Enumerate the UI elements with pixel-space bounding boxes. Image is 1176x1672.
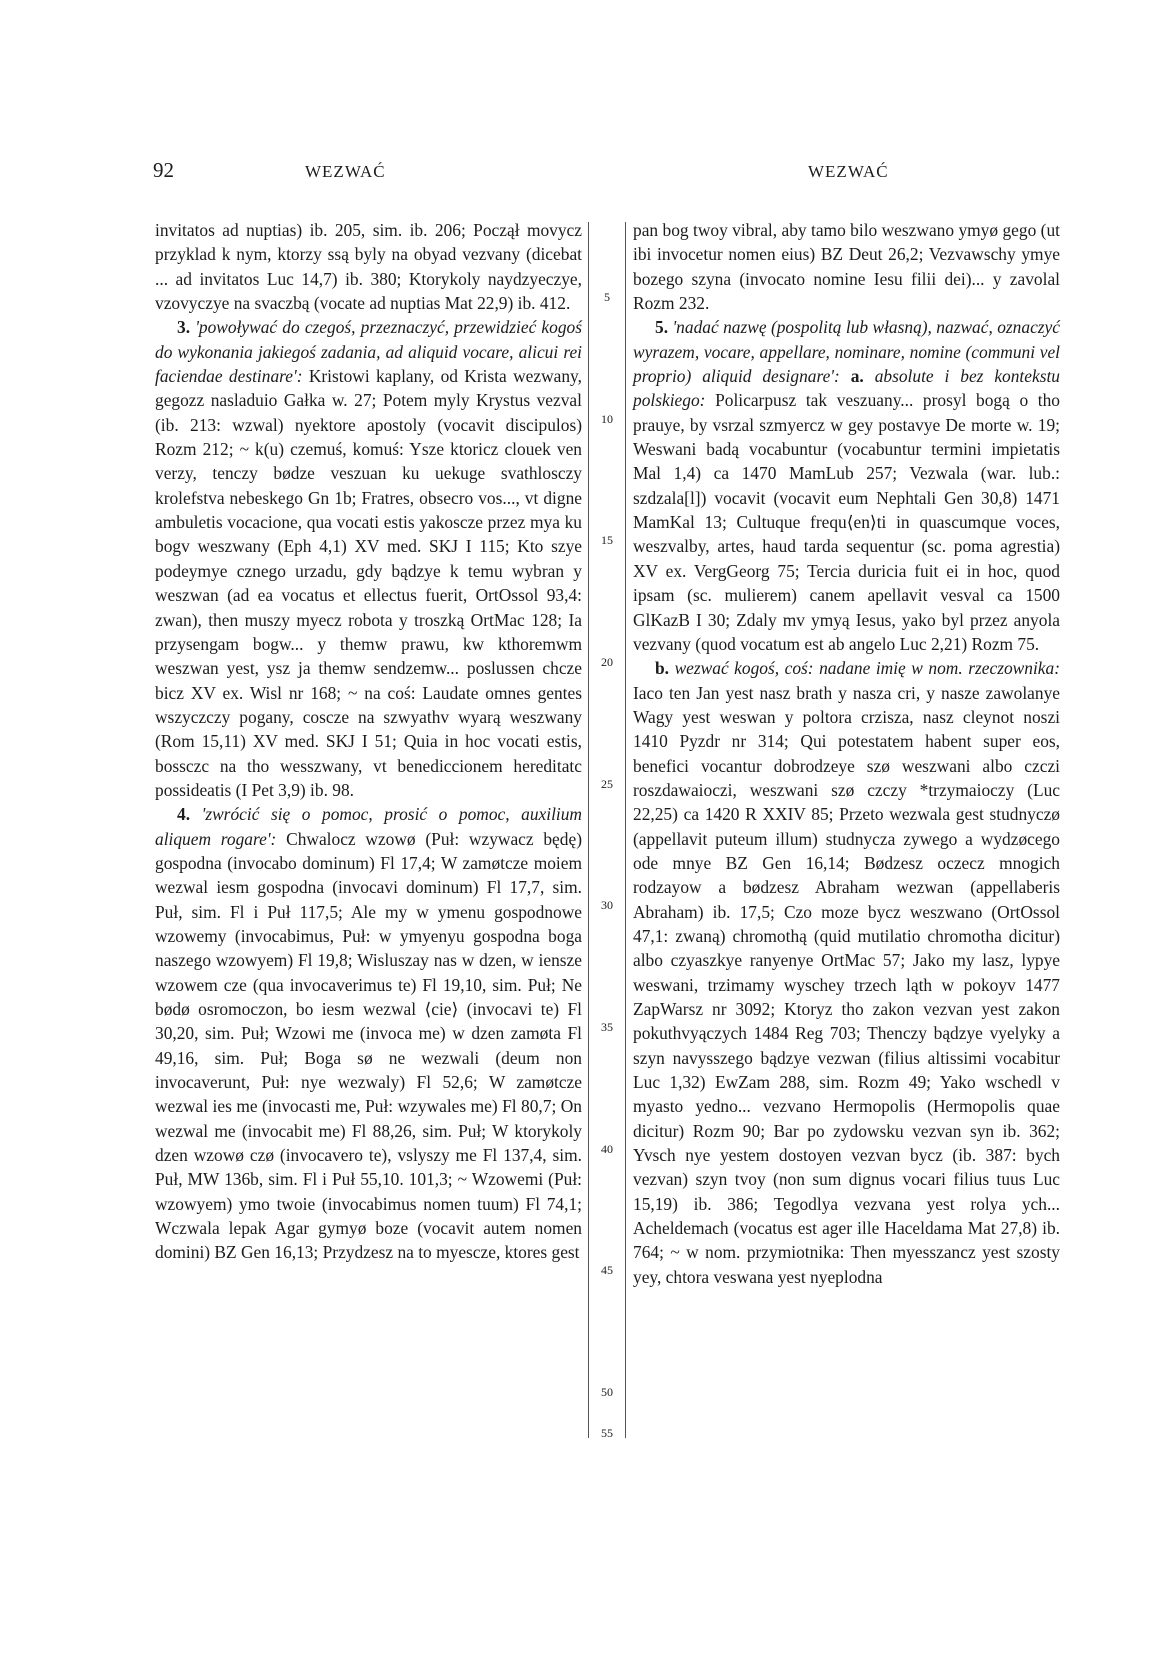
right-paragraph-2 (633, 315, 1060, 656)
line-number: 50 (601, 1385, 613, 1399)
line-number: 45 (601, 1263, 613, 1277)
left-paragraph-1: invitatos ad nuptias) ib. 205, sim. ib. 206; Począł movycz przyklad k nym, ktorzy ssą byly na obyad vezvany (dicebat ... ad invitatos Luc 14,7) ib. 380; Ktorykoly naydzyeczye, vzovyczye na svaczbą (vocate ad nuptias Mat 22,9) ib. 412. (155, 220, 582, 314)
left-paragraph-3 (155, 802, 582, 1265)
subsense-a-label: a. (850, 366, 864, 387)
line-number: 40 (601, 1142, 613, 1156)
subsense-a-definition: absolute i bez kontekstu polskiego: (633, 366, 1060, 411)
page-number: 92 (153, 158, 174, 182)
sense-definition-5: 'nadać nazwę (pospolitą lub własną), nazwać, oznaczyć wyrazem, vocare, appellare, nominare, nomine (communi vel proprio) aliquid designare': (633, 317, 1060, 387)
subsense-a-citations: Policarpusz tak veszuany... prosyl bogą o tho prauye, by vsrzal szmyercz w gey postavye De morte w. 19; Weswani badą vocabuntur (vocabuntur termini impietatis Mal 1,4) ca 1470 MamLub 257; Vezwala (war. lub.: szdzala[l]) vocavit (vocavit eum Nephtali Gen 30,8) 1471 MamKal 13; Cultuque frequ⟨en⟩ti in quascumque voces, weszvalby, artes, haud tarda sequentur (sc. poma agrestia) XV ex. VergGeorg 75; Tercia duricia fuit ei in hoc, quod ipsam (sc. mulierem) canem apellavit vesval ca 1500 GlKazB I 30; Zdaly mv ymyą Iesus, yako byl przez anyola vezvany (quod vocatum est ab angelo Luc 2,21) Rozm 75. (633, 390, 1060, 654)
line-number: 10 (601, 412, 613, 426)
right-paragraph-1: pan bog twoy vibral, aby tamo bilo weszwano ymyø gego (ut ibi invocetur nomen eius) BZ Deut 26,2; Vezvawschy ymye bozego szyna (invocato nomine Iesu filii dei)... y zavolal Rozm 232. (633, 220, 1060, 314)
line-number: 15 (601, 533, 613, 547)
subsense-b-label: b. (655, 658, 670, 679)
sense-citations-4: Chwalocz wzowø (Puł: wzywacz będę) gospodna (invocabo dominum) Fl 17,4; W zamøtcze moiem wezwal iesm gospodna (invocavi dominum) Fl 17,7, sim. Puł, sim. Fl i Puł 117,5; Ale my w ymenu gospodnowe wzowemy (invocabimus, Puł: w ymyenyu gospodna boga naszego wzowyem) Fl 19,8; Wisluszay nas w dzen, w iensze wzowem cze (qua invocaverimus te) Fl 19,10, sim. Puł; Ne bødø osromoczon, bo iesm wezwal ⟨cie⟩ (invocavi te) Fl 30,20, sim. Puł; Wzowi me (invoca me) w dzen zamøta Fl 49,16, sim. Puł; Boga sø ne wezwali (deum non invocaverunt, Puł: nye wezwaly) Fl 52,6; W zamøtcze wezwal ies me (invocasti me, Puł: wzywales me) Fl 80,7; On wezwal me (invocabit me) Fl 88,26, sim. Puł; W ktorykoly dzen wzowø czø (invocavero te), vslyszy me Fl 137,4, sim. Puł, MW 136b, sim. Fl i Puł 55,10. 101,3; ~ Wzowemi (Puł: wzowyem) ymo twoie (invocabimus nomen tuum) Fl 74,1; Wczwala lepak Agar gymyø boze (vocavit autem nomen domini) BZ Gen 16,13; Przydzesz na to myescze, ktores gest (155, 828, 582, 1263)
running-head-right: WEZWAĆ (808, 162, 889, 181)
left-paragraph-2 (155, 315, 582, 802)
line-number: 55 (601, 1426, 613, 1440)
line-number: 5 (604, 290, 610, 304)
sense-number-5: 5. (655, 317, 669, 338)
sense-definition-4: 'zwrócić się o pomoc, prosić o pomoc, auxilium aliquem rogare': (155, 804, 582, 849)
line-number: 20 (601, 655, 613, 669)
subsense-b-definition: wezwać kogoś, coś: nadane imię w nom. rzeczownika: (674, 658, 1060, 679)
line-number: 35 (601, 1020, 613, 1034)
sense-number-4: 4. (177, 804, 191, 825)
line-number: 30 (601, 898, 613, 912)
sense-citations-3: Kristowi kaplany, od Krista wezwany, gegozz nasladuio Gałka w. 27; Potem myly Krystus vezval (ib. 213: wzwal) nyektore apostoly (vocavit discipulos) Rozm 212; ~ k(u) czemuś, komuś: Ysze ktoricz clouek ven verzy, tenczy bødze veszuan ku uekuge svathlosczy krolefstva nebeskego Gn 1b; Fratres, obsecro vos..., vt digne ambuletis vocacione, qua vocati estis yakoscze przez mya ku bogv weszwany (Eph 4,1) XV med. SKJ I 115; Kto szye podeymye cznego urzadu, gdy bądzye k temu wybran y weszwan (ad ea vocatus et ellectus fuerit, OrtOssol 93,4: zwan), then muszy myecz robota y troszką OrtMac 128; Ia przysengam bogw... y themw prawu, kw kthoremwm weszwan yest, ysz ja themw sendzemw... poslussen chcze bicz XV ex. Wisl nr 168; ~ na coś: Laudate omnes gentes wszyczczy pogany, coscze na szwyathv wyarą weszwany (Rom 15,11) XV med. SKJ I 51; Quia in hoc vocati estis, bossczc na tho wesszwany, vt benediccionem hereditatc possideatis (I Pet 3,9) ib. 98. (155, 366, 582, 800)
sense-definition-3: 'powoływać do czegoś, przeznaczyć, przewidzieć kogoś do wykonania jakiegoś zadania, ad aliquid vocare, alicui rei faciendae destinare': (155, 317, 582, 387)
left-column (155, 218, 582, 1265)
running-head-left: WEZWAĆ (305, 162, 386, 181)
sense-number-3: 3. (177, 317, 191, 338)
line-number-gutter (588, 222, 626, 1438)
right-paragraph-3 (633, 656, 1060, 1289)
subsense-b-citations: Iaco ten Jan yest nasz brath y nasza cri, y nasze zawolanye Wagy yest weswan y poltora crzisza, nasz cleynot noszi 1410 Pyzdr nr 314; Qui potestatem habent super eos, benefici vocantur dobrodzeye szø weszwani albo czczi roszdawaioczi, weszwani szø czczy *trzymaioczy (Luc 22,25) ca 1420 R XXIV 85; Przeto wezwala gest studnyczø (appellavit puteum illum) studnycza zywego a wydzøcego ode mnye BZ Gen 16,14; Bødzesz oczecz mnogich rodzayow a bødzesz Abraham wezwan (appellaberis Abraham) ib. 17,5; Czo moze bycz weszwano (OrtOssol 47,1: zwaną) chromothą (quid mutilatio chromotha dicitur) albo czyaszkye ranyenye OrtMac 57; Jako my lasz, lypye weswani, trzimamy wyschey trzech ląth w pokoyv 1477 ZapWarsz nr 3092; Ktoryz tho zakon vezvan yest zakon pokuthvyączych 1484 Reg 703; Thenczy bądzye vyelyky a szyn navysszego bądzye vezwan (filius altissimi vocabitur Luc 1,32) EwZam 288, sim. Rozm 49; Yako wschedl v myasto yedno... vezvano Hermopolis (Hermopolis quae dicitur) Rozm 90; Bar po zydowsku vezvan syn ib. 362; Yvsch nye yestem dostoyen vezvan bycz (ib. 387: bych vezvan) szyn tvoy (non sum dignus vocari filius tuus Luc 15,19) ib. 386; Tegodlya vezvana yest rolya ych... Acheldemach (vocatus est ager ille Haceldama Mat 27,8) ib. 764; ~ w nom. przymiotnika: Then myesszancz yest szosty yey, chtora veswana yest nyeplodna (633, 682, 1060, 1287)
line-number: 25 (601, 777, 613, 791)
right-column (633, 218, 1060, 1289)
